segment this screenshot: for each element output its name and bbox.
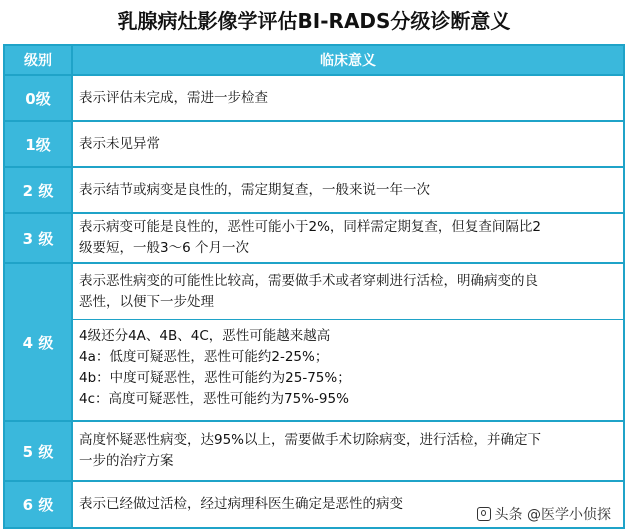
meaning-line: 表示病变可能是良性的，恶性可能小于2%，同样需定期复查，但复查间隔比2 <box>79 219 542 235</box>
table-row <box>5 214 623 264</box>
meaning-cell <box>73 214 623 262</box>
meaning-line: 一步的治疗方案 <box>79 453 174 469</box>
birads-table <box>3 44 625 529</box>
level-cell: 4 级 <box>5 264 73 420</box>
table-row <box>5 264 623 422</box>
meaning-line: 4b：中度可疑恶性，恶性可能约为25-75%； <box>79 370 351 386</box>
camera-icon <box>477 507 491 521</box>
watermark-text: 头条 @医学小侦探 <box>494 507 611 523</box>
meaning-line: 高度怀疑恶性病变，达95%以上，需要做手术切除病变，进行活检，并确定下 <box>79 432 542 448</box>
meaning-line: 表示已经做过活检，经过病理科医生确定是恶性的病变 <box>79 496 403 512</box>
level-cell: 0级 <box>5 76 73 120</box>
level-cell: 6 级 <box>5 482 73 527</box>
page-title: 乳腺病灶影像学评估BI-RADS分级诊断意义 <box>117 9 511 33</box>
meaning-cell <box>73 122 623 166</box>
watermark <box>474 503 614 525</box>
meaning-cell <box>73 168 623 212</box>
level-cell: 5 级 <box>5 422 73 480</box>
table-row <box>5 422 623 482</box>
table-header-row <box>5 46 623 76</box>
meaning-line: 4级还分4A、4B、4C，恶性可能越来越高 <box>79 328 331 344</box>
header-meaning: 临床意义 <box>73 46 623 74</box>
meaning-cell <box>73 422 623 480</box>
table-row <box>5 76 623 122</box>
meaning-line: 表示恶性病变的可能性比较高，需要做手术或者穿刺进行活检，明确病变的良 <box>79 272 538 289</box>
meaning-line: 表示未见异常 <box>79 135 160 152</box>
meaning-line: 表示结节或病变是良性的，需定期复查，一般来说一年一次 <box>79 181 430 198</box>
meaning-line: 4c：高度可疑恶性，恶性可能约为75%-95% <box>79 391 349 407</box>
level-cell: 3 级 <box>5 214 73 262</box>
table-row <box>5 168 623 214</box>
meaning-cell <box>73 76 623 120</box>
meaning-line: 表示评估未完成，需进一步检查 <box>79 89 268 106</box>
table-row <box>5 122 623 168</box>
meaning-subcell <box>73 320 623 420</box>
meaning-line: 恶性，以便下一步处理 <box>79 293 214 310</box>
meaning-line: 4a：低度可疑恶性，恶性可能约2-25%； <box>79 349 329 365</box>
level-cell: 1级 <box>5 122 73 166</box>
meaning-cell <box>73 264 623 320</box>
header-level: 级别 <box>5 46 73 74</box>
level-cell: 2 级 <box>5 168 73 212</box>
meaning-line: 级要短，一般3～6 个月一次 <box>79 240 249 256</box>
